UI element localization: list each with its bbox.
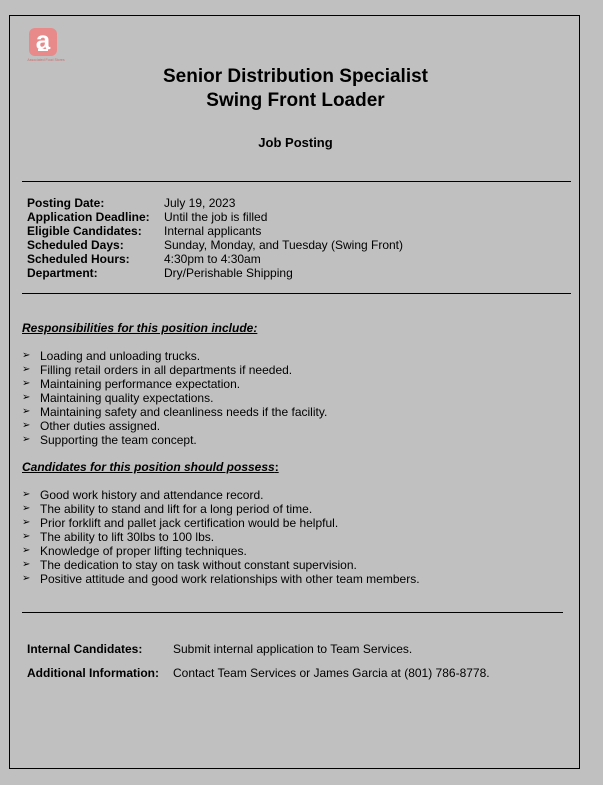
- contact-value: Contact Team Services or James Garcia at (801) 786-8778.: [173, 666, 490, 680]
- candidates-heading: Candidates for this position should possess:: [22, 460, 279, 474]
- detail-value: 4:30pm to 4:30am: [164, 252, 261, 266]
- detail-label: Scheduled Hours:: [27, 252, 130, 266]
- detail-label: Application Deadline:: [27, 210, 150, 224]
- divider-top: [22, 181, 571, 182]
- responsibilities-heading: Responsibilities for this position include:: [22, 321, 258, 335]
- arrowhead-bullet-icon: ➢: [22, 489, 31, 500]
- list-item: ➢ Supporting the team concept.: [22, 433, 197, 447]
- posting-details: [27, 196, 403, 280]
- list-item: ➢ Positive attitude and good work relationships with other team members.: [22, 572, 420, 586]
- responsibilities-list: [22, 349, 327, 447]
- list-item: ➢ Good work history and attendance record.: [22, 488, 264, 502]
- detail-row-eligible-candidates: [27, 224, 403, 238]
- list-item: ➢ Maintaining safety and cleanliness needs if the facility.: [22, 405, 328, 419]
- detail-value: Until the job is filled: [164, 210, 268, 224]
- divider-bottom: [22, 612, 563, 613]
- company-logo: [20, 26, 72, 66]
- list-item: ➢ Knowledge of proper lifting techniques.: [22, 544, 247, 558]
- detail-row-posting-date: [27, 196, 403, 210]
- detail-value: Dry/Perishable Shipping: [164, 266, 293, 280]
- list-item: ➢ The dedication to stay on task without constant supervision.: [22, 558, 357, 572]
- list-item: ➢ The ability to lift 30lbs to 100 lbs.: [22, 530, 215, 544]
- list-item: ➢ The ability to stand and lift for a long period of time.: [22, 502, 313, 516]
- arrowhead-bullet-icon: ➢: [22, 364, 31, 375]
- list-item: ➢ Maintaining quality expectations.: [22, 391, 214, 405]
- logo-text: Associated Food Stores: [27, 58, 65, 62]
- arrowhead-bullet-icon: ➢: [22, 545, 31, 556]
- contact-row-internal-candidates: [27, 642, 490, 656]
- detail-label: Posting Date:: [27, 196, 105, 210]
- contact-label: Internal Candidates:: [27, 642, 143, 656]
- detail-value: Sunday, Monday, and Tuesday (Swing Front): [164, 238, 404, 252]
- arrowhead-bullet-icon: ➢: [22, 517, 31, 528]
- detail-row-department: [27, 266, 403, 280]
- arrowhead-bullet-icon: ➢: [22, 559, 31, 570]
- list-item: ➢ Filling retail orders in all departments if needed.: [22, 363, 293, 377]
- detail-value: July 19, 2023: [164, 196, 236, 210]
- contact-section: [27, 642, 490, 690]
- list-item: ➢ Loading and unloading trucks.: [22, 349, 201, 363]
- arrowhead-bullet-icon: ➢: [22, 378, 31, 389]
- detail-label: Eligible Candidates:: [27, 224, 142, 238]
- divider-middle: [22, 293, 571, 294]
- contact-value: Submit internal application to Team Services.: [173, 642, 413, 656]
- list-item: ➢ Prior forklift and pallet jack certification would be helpful.: [22, 516, 339, 530]
- contact-label: Additional Information:: [27, 666, 159, 680]
- posting-label: Job Posting: [258, 135, 333, 150]
- arrowhead-bullet-icon: ➢: [22, 406, 31, 417]
- job-subtitle-title: Swing Front Loader: [206, 90, 385, 111]
- arrowhead-bullet-icon: ➢: [22, 503, 31, 514]
- job-title: Senior Distribution Specialist: [163, 66, 428, 87]
- detail-row-scheduled-days: [27, 238, 403, 252]
- arrowhead-bullet-icon: ➢: [22, 573, 31, 584]
- arrowhead-bullet-icon: ➢: [22, 392, 31, 403]
- list-item: ➢ Other duties assigned.: [22, 419, 161, 433]
- arrowhead-bullet-icon: ➢: [22, 420, 31, 431]
- contact-row-additional-information: [27, 666, 490, 680]
- detail-label: Department:: [27, 266, 98, 280]
- list-item: ➢ Maintaining performance expectation.: [22, 377, 241, 391]
- candidates-list: [22, 488, 420, 586]
- detail-row-application-deadline: [27, 210, 403, 224]
- detail-row-scheduled-hours: [27, 252, 403, 266]
- logo-a-icon: [29, 28, 57, 56]
- detail-label: Scheduled Days:: [27, 238, 124, 252]
- arrowhead-bullet-icon: ➢: [22, 434, 31, 445]
- arrowhead-bullet-icon: ➢: [22, 531, 31, 542]
- arrowhead-bullet-icon: ➢: [22, 350, 31, 361]
- detail-value: Internal applicants: [164, 224, 262, 238]
